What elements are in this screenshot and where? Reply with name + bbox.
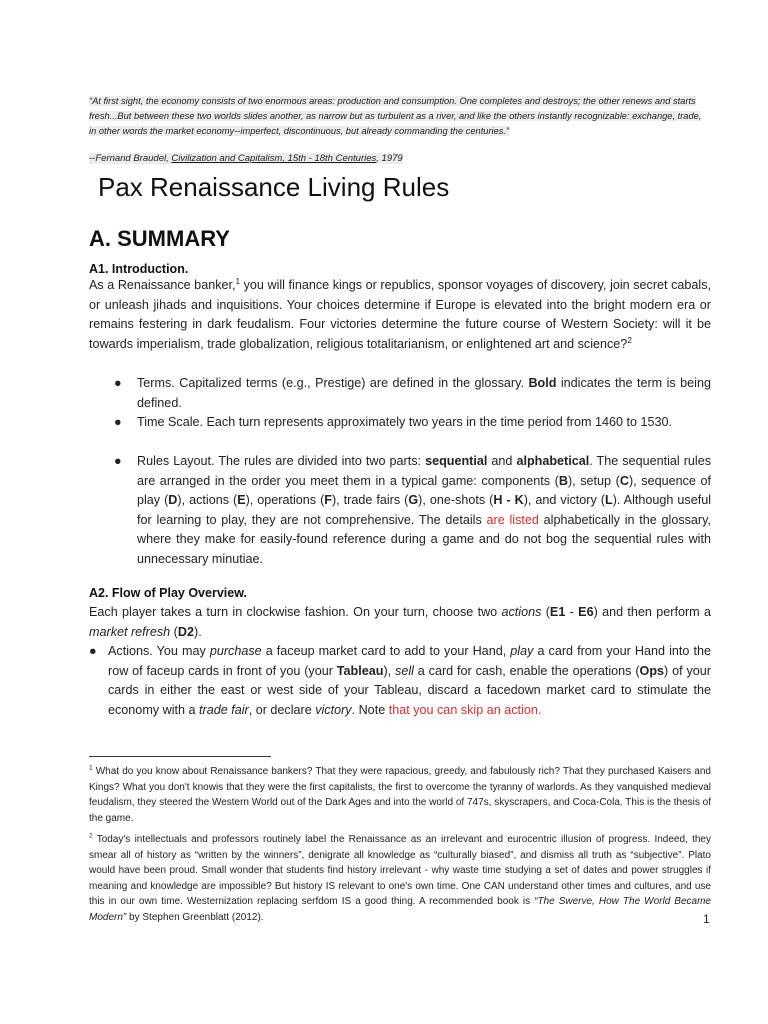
footnote-2-book-title: “The Swerve, How The World Became Modern” [89, 896, 711, 923]
footnote-2: $^2$ Today's intellectuals and professors routinely label the Renaissance as an irrelevant and eurocentric illusion of progress. Indeed, they smear all of history as “written by the winners”, denigrate all knowledge as “culturally biased”, and dismiss all truth as “subjective”. Plato would have been proud. Small wonder that students find history irrelevant - why waste time studying a set of dates and power struggles if meaning and knowledge are impossible? But history IS relevant to one's own time. One CAN understand other times and cultures, and use this in our own time. Westernization replacing serfdom IS a good thing. A recommended book is “The Swerve, How The World Became Modern” by Stephen Greenblatt (2012). [89, 832, 711, 923]
bullet-terms: ● Terms. Capitalized terms (e.g., Prestige) are defined in the glossary. Bold indicates the term is being defined. [114, 376, 711, 410]
epigraph-quote [89, 94, 711, 139]
footnote-1-number: 1 [89, 764, 93, 772]
a2-flow-paragraph: Each player takes a turn in clockwise fashion. On your turn, choose two actions (E1 - E6) and then perform a market refresh (D2). [89, 605, 711, 639]
bullet-time-scale: ● Time Scale. Each turn represents approximately two years in the time period from 1460 to 1530. [137, 413, 711, 433]
a1-intro-paragraph: As a Renaissance banker,$^1$ you will finance kings or republics, sponsor voyages of discovery, join secret cabals, or unleash jihads and inquisitions. Your choices determine if Europe is elevated into the bright modern era or remains festering in dark feudalism. Four victories determine the future course of Western Society: will it be towards imperialism, trade globalization, religious totalitarianism, or enlightened art and science?$^2$ [89, 276, 711, 351]
attribution-work: Civilization and Capitalism, 15th - 18th Centuries [171, 153, 377, 164]
footnote-1: $^1$ What do you know about Renaissance bankers? That they were rapacious, greedy, and fabulously rich? That they purchased Kaisers and Kings? What you don't knowis that they were the first capitalists, the first to overcome the tyranny of warlords. As they vanquished medieval feudalism, they steered the Western World out of the Dark Ages and into the world of 747s, skyscrapers, and Coca-Cola. This is the thesis of the game. [89, 764, 711, 824]
heading-a1-introduction: A1. Introduction. [89, 262, 189, 276]
red-edit-are-listed: are listed [486, 512, 539, 527]
footnote-ref-2: 2 [627, 335, 632, 345]
bullet-dot: ● [114, 454, 122, 468]
heading-a2-flow-of-play: A2. Flow of Play Overview. [89, 586, 247, 600]
bullet-dot: ● [114, 415, 122, 429]
bullet-actions: ● Actions. You may purchase a faceup market card to add to your Hand, play a card from your Hand into the row of faceup cards in front of you (your Tableau), sell a card for cash, enable the operations (Ops) of your cards in either the east or west side of your Tableau, discard a facedown market card to stimulate the economy with a trade fair, or declare victory. Note that you can skip an action. [89, 644, 711, 717]
attribution-author: --Fernand Braudel, [89, 153, 169, 164]
footnote-2-number: 2 [89, 832, 93, 840]
epigraph-quote-text: “At first sight, the economy consists of two enormous areas: production and consumption. One completes and destroys; the other renews and starts fresh...But between these two worlds slides another, as narrow but as turbulent as a river, and like the others instantly recognizable: exchange, trade, in other words the market economy--imperfect, discontinuous, but already commanding the centuries.” [89, 96, 702, 136]
document-title: Pax Renaissance Living Rules [98, 172, 450, 202]
footnote-ref-1: 1 [235, 276, 241, 286]
page-number: 1 [703, 912, 710, 926]
section-heading-summary: A. SUMMARY [89, 226, 230, 251]
attribution-year: , 1979 [376, 153, 403, 164]
footnote-separator [89, 756, 271, 757]
bullet-dot: ● [114, 376, 122, 390]
bullet-dot: ● [89, 644, 97, 658]
red-edit-skip-action: that you can skip an action. [388, 702, 542, 717]
bullet-rules-layout: ● Rules Layout. The rules are divided into two parts: sequential and alphabetical. The sequential rules are arranged in the order you meet them in a typical game: components (B), setup (C), sequence of play (D), actions (E), operations (F), trade fairs (G), one-shots (H - K), and victory (L). Although useful for learning to play, they are not comprehensive. The details are listed alphabetically in the glossary, where they make for easily-found reference during a game and do not bog the sequential rules with unnecessary minutiae. [114, 454, 712, 566]
epigraph-attribution [89, 152, 689, 166]
